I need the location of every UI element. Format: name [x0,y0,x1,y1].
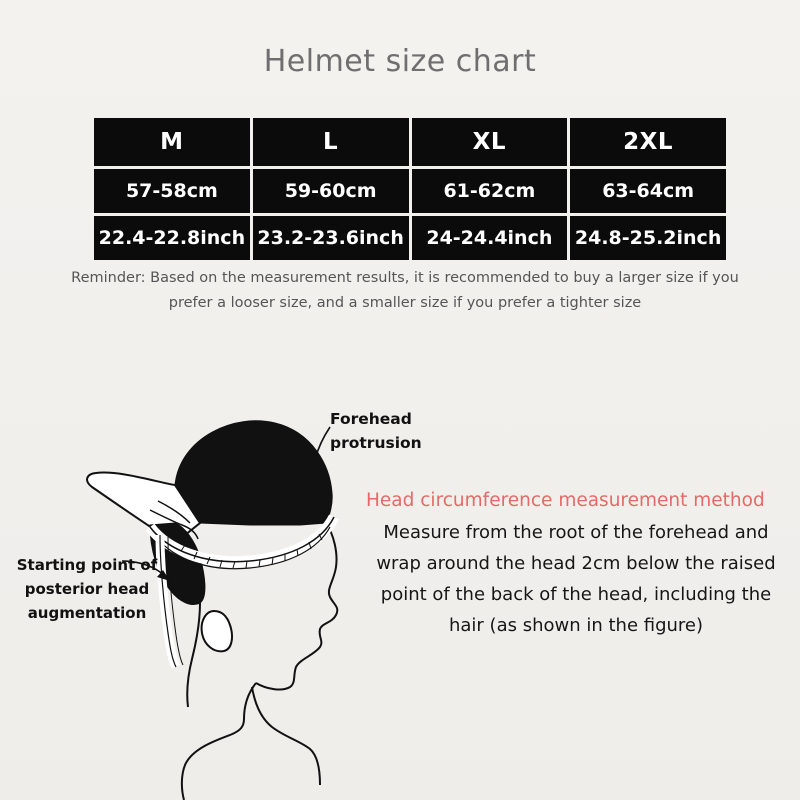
table-cell-cm-m: 57-58cm [94,169,250,213]
ear-shape [202,611,232,651]
measurement-method-title: Head circumference measurement method [366,490,765,511]
measurement-method-body: Measure from the root of the forehead and wrap around the head 2cm below the raised point of the back of the head, including the hair (as shown in the figure) [376,522,776,636]
table-cell-inch-m: 22.4-22.8inch [94,216,250,260]
table-cell-cm-2xl: 63-64cm [570,169,726,213]
table-row-cm [94,169,726,213]
table-row-inch [94,216,726,260]
table-cell-size-2xl: 2XL [570,118,726,166]
table-cell-cm-l: 59-60cm [253,169,409,213]
head-measurement-illustration [0,375,800,800]
table-cell-inch-xl: 24-24.4inch [412,216,568,260]
neck-line [182,683,256,800]
size-reminder-text: Reminder: Based on the measurement results, it is recommended to buy a larger size if you prefer a looser size, and a smaller size if you prefer a tighter size [71,270,739,311]
table-cell-cm-xl: 61-62cm [412,169,568,213]
table-cell-size-xl: XL [412,118,568,166]
table-row-sizes [94,118,726,166]
back-neck-line [187,603,200,707]
size-table [91,115,729,263]
table-cell-inch-2xl: 24.8-25.2inch [570,216,726,260]
forehead-protrusion-label: Forehead protrusion [330,410,422,452]
starting-point-label: Starting point of posterior head augmentation [16,556,158,622]
page-title: Helmet size chart [263,44,537,79]
table-cell-inch-l: 23.2-23.6inch [253,216,409,260]
table-cell-size-m: M [94,118,250,166]
table-cell-size-l: L [253,118,409,166]
shoulder-line [252,687,320,785]
hair-silhouette [175,421,332,525]
